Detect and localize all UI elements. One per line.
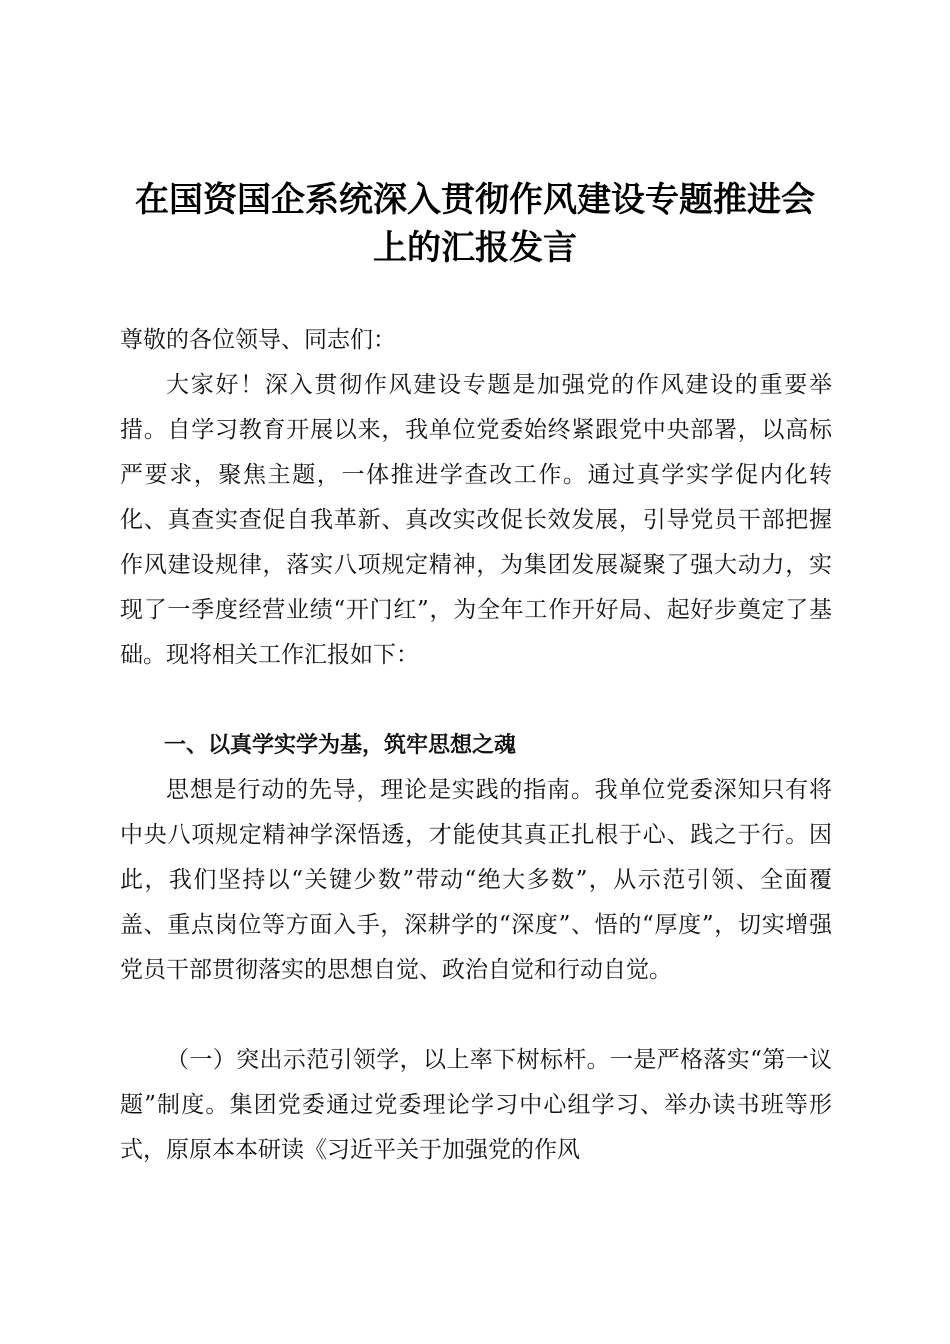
title-line-1: 在国资国企系统深入贯彻作风建设专题推进会: [135, 180, 815, 220]
paragraph-section-1: 思想是行动的先导，理论是实践的指南。我单位党委深知只有将中央八项规定精神学深悟透，才能使其真正扎根于心、践之于行。因此，我们坚持以“关键少数”带动“绝大多数”，从示范引领、全面覆盖、重点岗位等方面入手，深耕学的“深度”、悟的“厚度”，切实增强党员干部贯彻落实的思想自觉、政治自觉和行动自觉。: [120, 777, 832, 983]
section-heading-1: 一、以真学实学为基，筑牢思想之魂: [164, 733, 517, 758]
salutation: 尊敬的各位领导、同志们：: [120, 327, 396, 353]
title-line-2: 上的汇报发言: [373, 228, 577, 268]
paragraph-intro: 大家好！深入贯彻作风建设专题是加强党的作风建设的重要举措。自学习教育开展以来，我单位党委始终紧跟党中央部署，以高标严要求，聚焦主题，一体推进学查改工作。通过真学实学促内化转化、真查实查促自我革新、真改实改促长效发展，引导党员干部把握作风建设规律，落实八项规定精神，为集团发展凝聚了强大动力，实现了一季度经营业绩“开门红”，为全年工作开好局、起好步奠定了基础。现将相关工作汇报如下：: [120, 372, 832, 668]
document-title: [100, 176, 850, 272]
paragraph-subsection-1: （一）突出示范引领学，以上率下树标杆。一是严格落实“第一议题”制度。集团党委通过党委理论学习中心组学习、举办读书班等形式，原原本本研读《习近平关于加强党的作风: [120, 1047, 832, 1163]
